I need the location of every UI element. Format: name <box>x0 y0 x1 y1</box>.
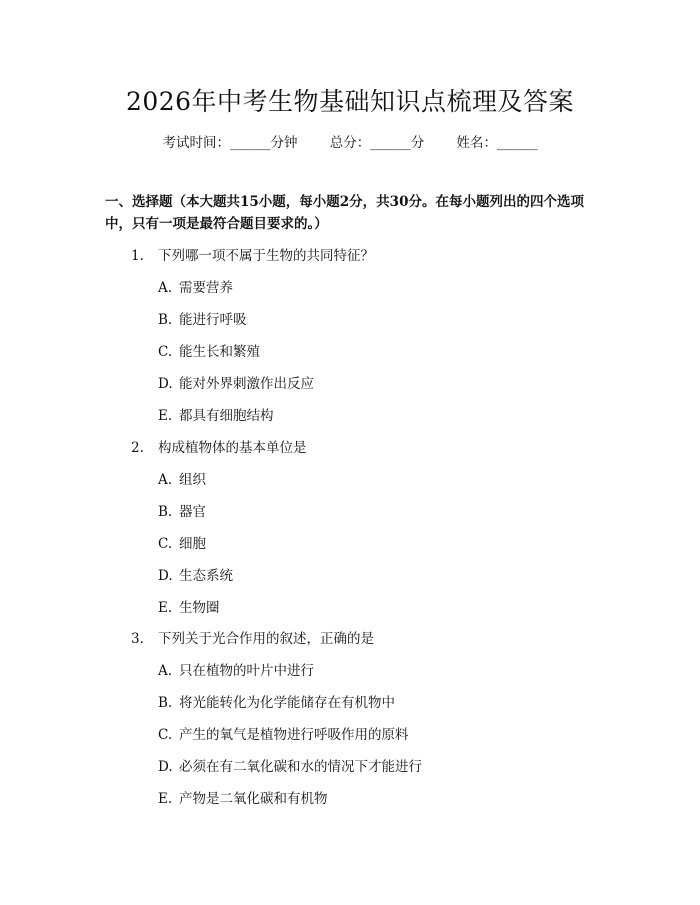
q1-option-a <box>158 276 233 296</box>
question-number: 3. <box>131 631 144 647</box>
q2-option-e <box>158 596 220 616</box>
option-text: 能对外界刺激作出反应 <box>179 376 314 392</box>
q2-option-d <box>158 564 233 584</box>
question-1 <box>131 244 374 264</box>
page-title: 2026年中考生物基础知识点梳理及答案 <box>125 87 575 116</box>
question-text: 构成植物体的基本单位是 <box>158 440 307 456</box>
option-text: 细胞 <box>179 536 206 552</box>
total-score-field: 总分：______分 <box>329 135 425 151</box>
q1-option-e <box>158 404 274 424</box>
option-letter: E. <box>158 600 173 616</box>
option-letter: C. <box>158 344 173 360</box>
option-text: 能生长和繁殖 <box>179 344 260 360</box>
q2-option-c <box>158 532 206 552</box>
q3-option-c <box>158 723 409 743</box>
q3-option-e <box>158 787 328 807</box>
option-letter: A. <box>158 663 173 679</box>
option-letter: E. <box>158 408 173 424</box>
option-text: 组织 <box>179 472 206 488</box>
option-letter: A. <box>158 280 173 296</box>
option-letter: E. <box>158 791 173 807</box>
option-text: 产物是二氧化碳和有机物 <box>179 791 328 807</box>
q1-option-d <box>158 372 314 392</box>
option-text: 只在植物的叶片中进行 <box>179 663 314 679</box>
option-letter: B. <box>158 504 173 520</box>
option-letter: C. <box>158 536 173 552</box>
option-letter: D. <box>158 568 173 584</box>
option-letter: D. <box>158 759 173 775</box>
option-text: 器官 <box>179 504 206 520</box>
option-text: 生物圈 <box>179 600 220 616</box>
option-text: 产生的氧气是植物进行呼吸作用的原料 <box>179 727 409 743</box>
option-letter: C. <box>158 727 173 743</box>
q3-option-b <box>158 691 395 711</box>
q2-option-b <box>158 500 206 520</box>
section-heading: 一、选择题（本大题共15小题，每小题2分，共30分。在每小题列出的四个选项中，只有一项是最符合题目要求的。） <box>105 194 584 232</box>
exam-time-field: 考试时间：______分钟 <box>162 135 298 151</box>
option-text: 能进行呼吸 <box>179 312 247 328</box>
student-name-field: 姓名：______ <box>456 135 538 151</box>
question-number: 2. <box>131 440 144 456</box>
question-text: 下列哪一项不属于生物的共同特征？ <box>158 248 374 264</box>
q1-option-b <box>158 308 247 328</box>
question-3 <box>131 627 374 647</box>
question-text: 下列关于光合作用的叙述，正确的是 <box>158 631 374 647</box>
option-letter: B. <box>158 695 173 711</box>
q3-option-d <box>158 755 422 775</box>
option-text: 将光能转化为化学能储存在有机物中 <box>179 695 395 711</box>
option-text: 都具有细胞结构 <box>179 408 274 424</box>
q3-option-a <box>158 659 314 679</box>
option-letter: D. <box>158 376 173 392</box>
q1-option-c <box>158 340 260 360</box>
question-number: 1. <box>131 248 144 264</box>
option-text: 需要营养 <box>179 280 233 296</box>
q2-option-a <box>158 468 206 488</box>
exam-info-line <box>0 131 700 151</box>
option-text: 必须在有二氧化碳和水的情况下才能进行 <box>179 759 422 775</box>
question-2 <box>131 436 307 456</box>
option-letter: A. <box>158 472 173 488</box>
option-letter: B. <box>158 312 173 328</box>
option-text: 生态系统 <box>179 568 233 584</box>
